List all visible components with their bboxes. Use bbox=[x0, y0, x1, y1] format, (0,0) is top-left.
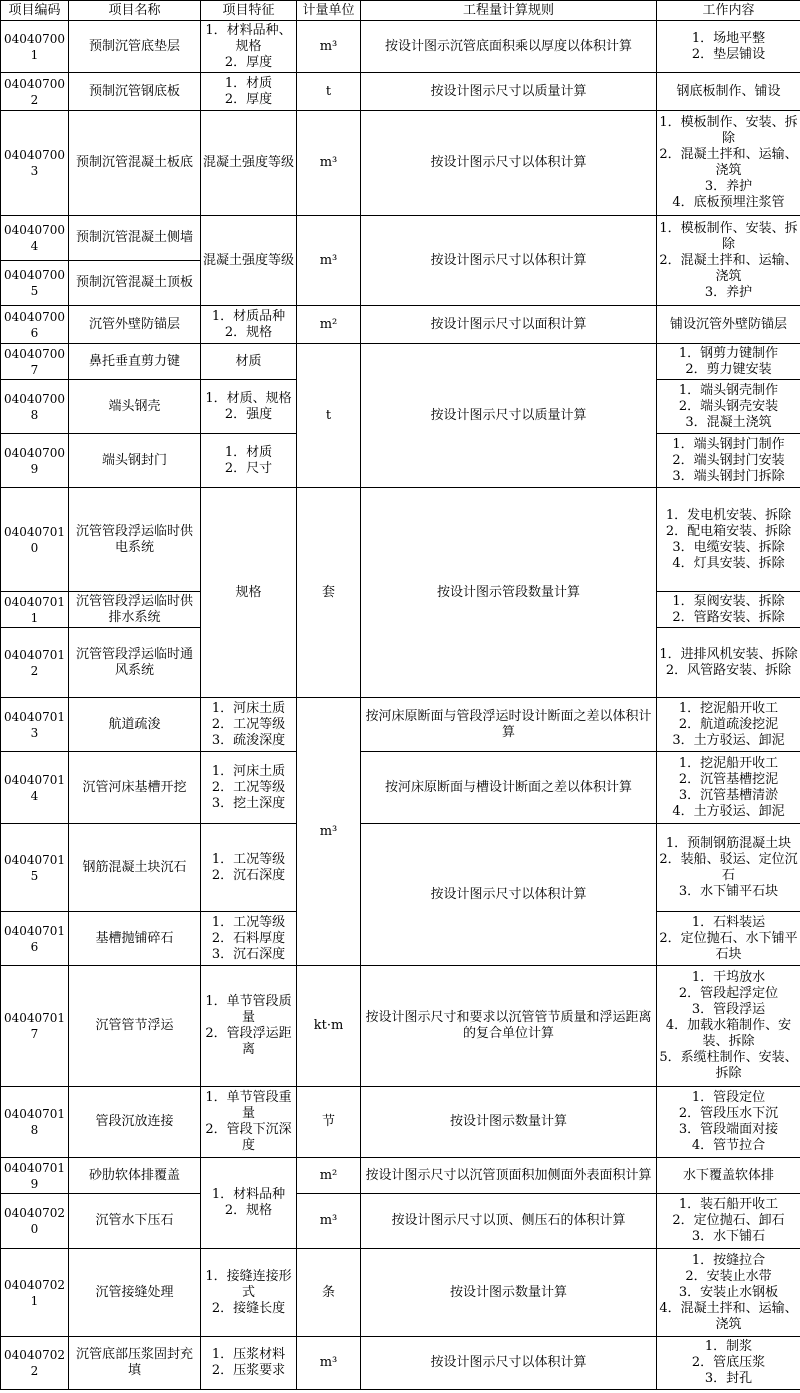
header-feature: 项目特征 bbox=[201, 1, 297, 21]
item-rule: 按设计图示尺寸以体积计算 bbox=[361, 216, 657, 306]
item-work: 铺设沉管外壁防锚层 bbox=[657, 306, 800, 344]
item-unit: m² bbox=[297, 306, 361, 344]
item-work: 1．泵阀安装、拆除 2．管路安装、拆除 bbox=[657, 592, 800, 628]
table-row bbox=[1, 1158, 800, 1194]
item-code: 040407011 bbox=[1, 592, 69, 628]
item-feature: 1．材质品种 2．规格 bbox=[201, 306, 297, 344]
table-row bbox=[1, 216, 800, 261]
item-name: 沉管外壁防锚层 bbox=[69, 306, 201, 344]
item-name: 预制沉管混凝土侧墙 bbox=[69, 216, 201, 261]
table-row bbox=[1, 306, 800, 344]
item-feature: 1．河床土质 2．工况等级 3．疏浚深度 bbox=[201, 698, 297, 752]
item-unit: m³ bbox=[297, 698, 361, 966]
item-name: 预制沉管底垫层 bbox=[69, 21, 201, 73]
item-name: 钢筋混凝土块沉石 bbox=[69, 824, 201, 912]
item-feature: 1．材质、规格 2．强度 bbox=[201, 380, 297, 434]
item-rule: 按设计图示尺寸以顶、侧压石的体积计算 bbox=[361, 1194, 657, 1249]
item-name: 沉管管段浮运临时通风系统 bbox=[69, 628, 201, 698]
table-row bbox=[1, 698, 800, 752]
item-rule: 按设计图示尺寸以质量计算 bbox=[361, 73, 657, 111]
item-code: 040407014 bbox=[1, 752, 69, 824]
item-work: 1．发电机安装、拆除 2．配电箱安装、拆除 3．电缆安装、拆除 4．灯具安装、拆除 bbox=[657, 488, 800, 592]
table-row bbox=[1, 966, 800, 1087]
item-code: 040407013 bbox=[1, 698, 69, 752]
item-name: 端头钢壳 bbox=[69, 380, 201, 434]
item-code: 040407002 bbox=[1, 73, 69, 111]
item-feature: 1．单节管段质量 2．管段浮运距离 bbox=[201, 966, 297, 1087]
item-work: 1．模板制作、安装、拆除 2．混凝土拌和、运输、浇筑 3．养护 bbox=[657, 216, 800, 306]
table-row bbox=[1, 21, 800, 73]
item-work: 1．模板制作、安装、拆除 2．混凝土拌和、运输、浇筑 3．养护 4．底板预埋注浆管 bbox=[657, 111, 800, 216]
item-code: 040407006 bbox=[1, 306, 69, 344]
item-code: 040407018 bbox=[1, 1087, 69, 1158]
item-feature: 1．工况等级 2．沉石深度 bbox=[201, 824, 297, 912]
item-rule: 按设计图示尺寸以体积计算 bbox=[361, 111, 657, 216]
item-rule: 按设计图示尺寸以体积计算 bbox=[361, 1337, 657, 1390]
item-code: 040407005 bbox=[1, 261, 69, 306]
item-name: 端头钢封门 bbox=[69, 434, 201, 488]
item-feature: 1．材料品种、规格 2．厚度 bbox=[201, 21, 297, 73]
item-rule: 按设计图示尺寸和要求以沉管管节质量和浮运距离的复合单位计算 bbox=[361, 966, 657, 1087]
item-feature: 1．材质 2．厚度 bbox=[201, 73, 297, 111]
item-unit: t bbox=[297, 344, 361, 488]
item-rule: 按设计图示管段数量计算 bbox=[361, 488, 657, 698]
item-rule: 按设计图示尺寸以体积计算 bbox=[361, 824, 657, 966]
item-feature: 1．接缝连接形式 2．接缝长度 bbox=[201, 1249, 297, 1337]
item-feature: 混凝土强度等级 bbox=[201, 111, 297, 216]
item-unit: m³ bbox=[297, 21, 361, 73]
item-unit: 节 bbox=[297, 1087, 361, 1158]
item-feature: 1．单节管段重量 2．管段下沉深度 bbox=[201, 1087, 297, 1158]
item-code: 040407004 bbox=[1, 216, 69, 261]
item-name: 航道疏浚 bbox=[69, 698, 201, 752]
item-name: 沉管接缝处理 bbox=[69, 1249, 201, 1337]
item-unit: kt·m bbox=[297, 966, 361, 1087]
item-work: 钢底板制作、铺设 bbox=[657, 73, 800, 111]
item-feature: 1．河床土质 2．工况等级 3．挖土深度 bbox=[201, 752, 297, 824]
item-code: 040407010 bbox=[1, 488, 69, 592]
item-rule: 按设计图示数量计算 bbox=[361, 1087, 657, 1158]
item-work: 1．钢剪力键制作 2．剪力键安装 bbox=[657, 344, 800, 380]
item-rule: 按设计图示尺寸以面积计算 bbox=[361, 306, 657, 344]
item-unit: m³ bbox=[297, 216, 361, 306]
item-code: 040407021 bbox=[1, 1249, 69, 1337]
table-row bbox=[1, 488, 800, 592]
table-row bbox=[1, 824, 800, 912]
item-unit: m³ bbox=[297, 1194, 361, 1249]
item-work: 1．制浆 2．管底压浆 3．封孔 bbox=[657, 1337, 800, 1390]
item-name: 沉管水下压石 bbox=[69, 1194, 201, 1249]
item-unit: m³ bbox=[297, 1337, 361, 1390]
item-feature: 材质 bbox=[201, 344, 297, 380]
item-unit: m³ bbox=[297, 111, 361, 216]
item-work: 1．挖泥船开收工 2．航道疏浚挖泥 3．土方驳运、卸泥 bbox=[657, 698, 800, 752]
item-rule: 按设计图示沉管底面积乘以厚度以体积计算 bbox=[361, 21, 657, 73]
item-code: 040407001 bbox=[1, 21, 69, 73]
item-code: 040407022 bbox=[1, 1337, 69, 1390]
table-row bbox=[1, 1087, 800, 1158]
table-row bbox=[1, 1337, 800, 1390]
header-rule: 工程量计算规则 bbox=[361, 1, 657, 21]
table-row bbox=[1, 111, 800, 216]
item-code: 040407016 bbox=[1, 912, 69, 966]
item-work: 1．按缝拉合 2．安装止水带 3．安装止水钢板 4．混凝土拌和、运输、浇筑 bbox=[657, 1249, 800, 1337]
item-work: 1．装石船开收工 2．定位抛石、卸石 3．水下铺石 bbox=[657, 1194, 800, 1249]
item-name: 沉管管段浮运临时供排水系统 bbox=[69, 592, 201, 628]
item-feature: 1．压浆材料 2．压浆要求 bbox=[201, 1337, 297, 1390]
item-code: 040407017 bbox=[1, 966, 69, 1087]
item-name: 鼻托垂直剪力键 bbox=[69, 344, 201, 380]
table-row bbox=[1, 1249, 800, 1337]
table-row bbox=[1, 1194, 800, 1249]
table-row bbox=[1, 344, 800, 380]
header-unit: 计量单位 bbox=[297, 1, 361, 21]
header-work: 工作内容 bbox=[657, 1, 800, 21]
item-work: 1．进排风机安装、拆除 2．风管路安装、拆除 bbox=[657, 628, 800, 698]
item-rule: 按河床原断面与管段浮运时设计断面之差以体积计算 bbox=[361, 698, 657, 752]
item-work: 1．端头钢封门制作 2．端头钢封门安装 3．端头钢封门拆除 bbox=[657, 434, 800, 488]
header-code: 项目编码 bbox=[1, 1, 69, 21]
item-rule: 按设计图示数量计算 bbox=[361, 1249, 657, 1337]
item-name: 沉管底部压浆固封充填 bbox=[69, 1337, 201, 1390]
item-unit: 条 bbox=[297, 1249, 361, 1337]
item-name: 预制沉管钢底板 bbox=[69, 73, 201, 111]
item-work: 水下覆盖软体排 bbox=[657, 1158, 800, 1194]
item-feature: 1．材料品种 2．规格 bbox=[201, 1158, 297, 1249]
item-work: 1．预制钢筋混凝土块 2．装船、驳运、定位沉石 3．水下铺平石块 bbox=[657, 824, 800, 912]
item-name: 基槽抛铺碎石 bbox=[69, 912, 201, 966]
item-name: 沉管河床基槽开挖 bbox=[69, 752, 201, 824]
item-code: 040407019 bbox=[1, 1158, 69, 1194]
item-unit: t bbox=[297, 73, 361, 111]
item-feature: 混凝土强度等级 bbox=[201, 216, 297, 306]
table-row bbox=[1, 752, 800, 824]
item-unit: 套 bbox=[297, 488, 361, 698]
item-code: 040407015 bbox=[1, 824, 69, 912]
item-feature: 1．工况等级 2．石料厚度 3．沉石深度 bbox=[201, 912, 297, 966]
item-work: 1．干坞放水 2．管段起浮定位 3．管段浮运 4．加载水箱制作、安装、拆除 5．系缆柱制作、安装、拆除 bbox=[657, 966, 800, 1087]
item-work: 1．端头钢壳制作 2．端头钢壳安装 3．混凝土浇筑 bbox=[657, 380, 800, 434]
item-work: 1．石料装运 2．定位抛石、水下铺平石块 bbox=[657, 912, 800, 966]
item-name: 沉管管节浮运 bbox=[69, 966, 201, 1087]
item-code: 040407012 bbox=[1, 628, 69, 698]
table-row bbox=[1, 73, 800, 111]
item-rule: 按河床原断面与槽设计断面之差以体积计算 bbox=[361, 752, 657, 824]
item-code: 040407007 bbox=[1, 344, 69, 380]
item-code: 040407008 bbox=[1, 380, 69, 434]
item-feature: 1．材质 2．尺寸 bbox=[201, 434, 297, 488]
item-name: 管段沉放连接 bbox=[69, 1087, 201, 1158]
item-rule: 按设计图示尺寸以沉管顶面积加侧面外表面积计算 bbox=[361, 1158, 657, 1194]
item-name: 预制沉管混凝土顶板 bbox=[69, 261, 201, 306]
item-code: 040407009 bbox=[1, 434, 69, 488]
item-name: 沉管管段浮运临时供电系统 bbox=[69, 488, 201, 592]
header-name: 项目名称 bbox=[69, 1, 201, 21]
item-work: 1．场地平整 2．垫层铺设 bbox=[657, 21, 800, 73]
item-name: 砂肋软体排覆盖 bbox=[69, 1158, 201, 1194]
item-rule: 按设计图示尺寸以质量计算 bbox=[361, 344, 657, 488]
item-work: 1．挖泥船开收工 2．沉管基槽挖泥 3．沉管基槽清淤 4．土方驳运、卸泥 bbox=[657, 752, 800, 824]
item-work: 1．管段定位 2．管段压水下沉 3．管段端面对接 4．管节拉合 bbox=[657, 1087, 800, 1158]
item-code: 040407020 bbox=[1, 1194, 69, 1249]
item-name: 预制沉管混凝土板底 bbox=[69, 111, 201, 216]
item-feature: 规格 bbox=[201, 488, 297, 698]
item-unit: m² bbox=[297, 1158, 361, 1194]
item-code: 040407003 bbox=[1, 111, 69, 216]
table-header-row bbox=[1, 1, 800, 21]
